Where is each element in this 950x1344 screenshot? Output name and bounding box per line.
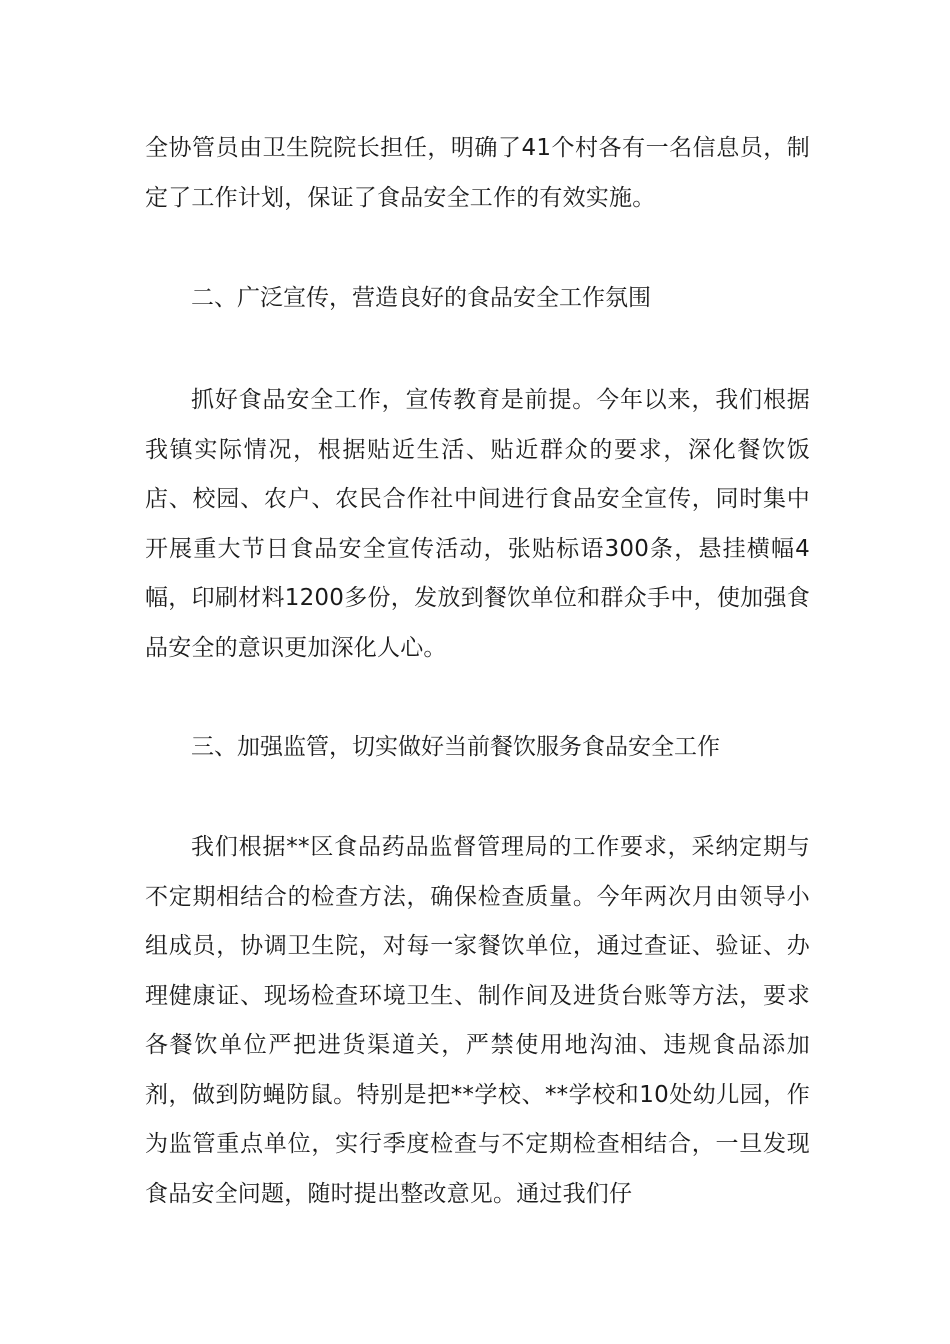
paragraph-continued: 全协管员由卫生院院长担任，明确了41个村各有一名信息员，制定了工作计划，保证了食品安全工作的有效实施。	[145, 135, 810, 211]
section-heading-3: 三、加强监管，切实做好当前餐饮服务食品安全工作	[191, 734, 720, 760]
section-heading-2: 二、广泛宣传，营造良好的食品安全工作氛围	[191, 285, 651, 311]
paragraph-publicity: 抓好食品安全工作，宣传教育是前提。今年以来，我们根据我镇实际情况，根据贴近生活、贴近群众的要求，深化餐饮饭店、校园、农户、农民合作社中间进行食品安全宣传，同时集中开展重大节日食品安全宣传活动，张贴标语300条，悬挂横幅4幅，印刷材料1200多份，发放到餐饮单位和群众手中，使加强食品安全的意识更加深化人心。	[145, 387, 810, 661]
paragraph-supervision: 我们根据**区食品药品监督管理局的工作要求，采纳定期与不定期相结合的检查方法，确保检查质量。今年两次月由领导小组成员，协调卫生院，对每一家餐饮单位，通过查证、验证、办理健康证、现场检查环境卫生、制作间及进货台账等方法，要求各餐饮单位严把进货渠道关，严禁使用地沟油、违规食品添加剂，做到防蝇防鼠。特别是把**学校、**学校和10处幼儿园，作为监管重点单位，实行季度检查与不定期检查相结合，一旦发现食品安全问题，随时提出整改意见。通过我们仔	[145, 834, 810, 1207]
